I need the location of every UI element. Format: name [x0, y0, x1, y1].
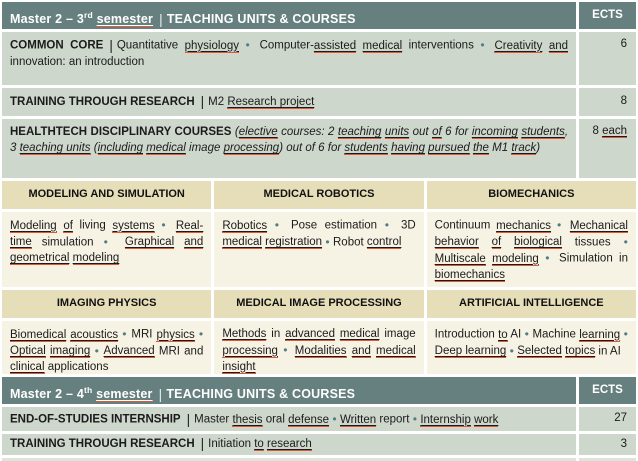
- bullet-icon: ●: [198, 329, 204, 338]
- bullet-icon: ●: [556, 220, 564, 229]
- bullet-icon: ●: [623, 329, 628, 338]
- text-segment: in AI: [595, 345, 621, 357]
- text-segment: systems: [112, 219, 155, 232]
- header-imaging-physics: IMAGING PHYSICS: [2, 290, 211, 318]
- text-segment: Written: [339, 413, 377, 426]
- separator-bar: |: [158, 387, 163, 402]
- text-segment: the: [472, 142, 489, 154]
- healthtech-courses-row: [2, 119, 636, 178]
- training-research-s4-ects: 3: [579, 434, 636, 455]
- text-segment: incoming: [471, 126, 518, 138]
- text-segment: units: [384, 126, 410, 138]
- text-segment: image: [185, 142, 224, 154]
- common-core-row: [2, 32, 636, 85]
- text-segment: Continuum: [434, 219, 497, 232]
- text-segment: each: [602, 125, 627, 137]
- bullet-icon: ●: [412, 414, 418, 423]
- separator-bar: |: [159, 12, 163, 27]
- text-segment: Machine: [529, 328, 580, 341]
- text-segment: processing: [223, 142, 280, 154]
- text-segment: medical: [146, 142, 186, 154]
- courses-imaging-physics: [2, 321, 211, 374]
- separator-bar: |: [200, 94, 205, 109]
- text-segment: [169, 220, 176, 232]
- text-segment: TRAINING THROUGH RESEARCH: [10, 96, 195, 108]
- text-segment: ): [536, 142, 541, 154]
- text-segment: and: [184, 236, 204, 248]
- text-segment: including: [97, 142, 143, 154]
- text-segment: Real-time: [10, 219, 204, 248]
- bullet-icon: ●: [274, 220, 284, 229]
- text-segment: END-OF-STUDIES INTERNSHIP: [10, 413, 181, 426]
- bullet-icon: ●: [509, 345, 514, 355]
- text-segment: pursued: [428, 142, 470, 154]
- separator-bar: |: [186, 411, 191, 427]
- text-segment: to: [498, 328, 508, 341]
- text-segment: biological: [514, 236, 562, 248]
- text-segment: Creativity: [494, 39, 543, 52]
- text-segment: (: [90, 142, 98, 154]
- bullet-icon: ●: [245, 40, 254, 49]
- text-segment: 8: [592, 125, 603, 137]
- text-segment: Optical: [10, 345, 46, 357]
- courses-medical-robotics: [214, 212, 423, 287]
- text-segment: Master 2 – 4: [10, 387, 84, 401]
- text-segment: Advanced: [103, 345, 155, 357]
- text-segment: Internship: [420, 413, 471, 426]
- text-segment: medical: [376, 344, 416, 357]
- text-segment: [347, 345, 352, 357]
- elective-group1-header-row: [2, 181, 636, 209]
- text-segment: topics: [565, 345, 596, 357]
- bullet-icon: ●: [384, 220, 394, 229]
- header-artificial-intelligence: ARTIFICIAL INTELLIGENCE: [427, 290, 636, 318]
- text-segment: geometrical: [10, 252, 70, 264]
- text-segment: modeling: [72, 252, 120, 264]
- text-segment: in: [266, 328, 286, 340]
- text-segment: Selected: [517, 345, 562, 357]
- text-segment: 3D: [393, 219, 416, 232]
- text-segment: M2: [208, 96, 228, 108]
- text-segment: modeling: [492, 252, 539, 265]
- courses-biomechanics: [427, 212, 636, 287]
- text-segment: [115, 236, 125, 248]
- text-segment: track: [511, 142, 537, 154]
- text-segment: [100, 345, 104, 357]
- text-segment: oral: [262, 413, 289, 426]
- text-segment: Master 2 – 3: [10, 12, 84, 26]
- text-segment: medical: [222, 236, 262, 248]
- text-segment: Quantitative: [116, 39, 185, 52]
- text-segment: semester: [96, 12, 154, 26]
- text-segment: Research project: [227, 96, 315, 108]
- text-segment: (: [231, 126, 239, 138]
- header-modeling-and-simulation: MODELING AND SIMULATION: [2, 181, 211, 209]
- bullet-icon: ●: [545, 253, 553, 262]
- text-segment: [356, 40, 362, 52]
- text-segment: and: [548, 39, 569, 52]
- text-segment: [174, 236, 184, 248]
- training-research-s3-ects: 8: [579, 88, 636, 116]
- common-core-ects: 6: [579, 32, 636, 85]
- text-segment: Initiation: [208, 438, 255, 450]
- text-segment: [501, 236, 514, 248]
- header-medical-robotics: MEDICAL ROBOTICS: [214, 181, 423, 209]
- text-segment: imaging: [49, 345, 91, 357]
- text-segment: Modeling: [10, 219, 57, 232]
- bullet-icon: ●: [623, 236, 628, 246]
- common-core-cell: [2, 32, 576, 85]
- text-segment: Multiscale: [434, 252, 486, 265]
- text-segment: th: [83, 385, 93, 395]
- text-segment: AI: [507, 328, 525, 341]
- header-medical-image-processing: MEDICAL IMAGE PROCESSING: [214, 290, 423, 318]
- text-segment: advanced: [285, 328, 335, 340]
- internship-cell: [2, 407, 576, 431]
- internship-ects: 27: [579, 407, 636, 431]
- text-segment: mechanics: [496, 219, 552, 232]
- text-segment: Simulation in: [552, 252, 628, 265]
- text-segment: image: [379, 328, 416, 340]
- training-research-s4-cell: [2, 434, 576, 455]
- text-segment: 6 for: [441, 126, 472, 138]
- courses-medical-image-processing: [214, 321, 423, 374]
- text-segment: MRI: [127, 328, 157, 341]
- training-research-s3-cell: [2, 88, 576, 116]
- text-segment: Master: [194, 413, 233, 426]
- text-segment: insight: [222, 360, 256, 373]
- text-segment: interventions: [402, 39, 481, 52]
- text-segment: assisted: [313, 39, 357, 52]
- text-segment: physiology: [184, 39, 239, 52]
- text-segment: defense: [288, 413, 330, 426]
- text-segment: medical: [339, 328, 380, 340]
- text-segment: ) out of 6 for: [279, 142, 345, 154]
- text-segment: Robotics: [222, 219, 268, 232]
- text-segment: courses: 2: [277, 126, 338, 138]
- training-research-s3-row: [2, 88, 636, 116]
- bullet-icon: ●: [332, 414, 337, 423]
- text-segment: medical: [362, 39, 403, 52]
- text-segment: COMMON CORE: [10, 39, 104, 52]
- text-segment: control: [366, 236, 402, 248]
- text-segment: TEACHING UNITS & COURSES: [166, 12, 356, 26]
- text-segment: teaching units: [19, 142, 91, 154]
- text-segment: of: [63, 219, 73, 232]
- text-segment: students: [344, 142, 388, 154]
- internship-row: [2, 407, 636, 431]
- text-segment: Graphical: [124, 236, 175, 248]
- bullet-icon: ●: [94, 345, 100, 355]
- text-segment: research: [266, 438, 312, 450]
- text-segment: report: [376, 413, 413, 426]
- text-segment: Biomedical: [10, 328, 67, 341]
- text-segment: innovation: an introduction: [10, 55, 145, 68]
- text-segment: of: [491, 236, 502, 248]
- separator-bar: |: [200, 436, 205, 451]
- text-segment: learning: [579, 328, 621, 341]
- bullet-icon: ●: [103, 236, 115, 246]
- text-segment: to: [254, 438, 264, 450]
- semester4-ects-header: ECTS: [579, 377, 636, 404]
- healthtech-courses-ects: [579, 119, 636, 178]
- text-segment: Computer-: [253, 39, 314, 52]
- text-segment: simulation: [31, 236, 104, 248]
- text-segment: out: [409, 126, 433, 138]
- semester3-ects-header: ECTS: [579, 2, 636, 29]
- bullet-icon: ●: [161, 220, 170, 229]
- text-segment: Deep learning: [434, 345, 507, 357]
- header-biomechanics: BIOMECHANICS: [427, 181, 636, 209]
- text-segment: Robot: [329, 236, 367, 248]
- text-segment: Methods: [222, 328, 267, 340]
- text-segment: registration: [265, 236, 323, 248]
- separator-bar: |: [109, 37, 113, 53]
- text-segment: MRI and: [154, 345, 204, 357]
- text-segment: rd: [83, 10, 93, 20]
- bullet-icon: ●: [524, 329, 530, 338]
- text-segment: Mechanical: [569, 219, 628, 232]
- text-segment: [479, 236, 492, 248]
- text-segment: TRAINING THROUGH RESEARCH: [10, 438, 195, 450]
- text-segment: having: [391, 142, 425, 154]
- text-segment: applications: [44, 361, 109, 373]
- elective-group2-header-row: [2, 290, 636, 318]
- text-segment: biomechanics: [434, 268, 505, 281]
- semester3-header-row: [2, 2, 636, 29]
- text-segment: elective: [238, 126, 278, 138]
- text-segment: Introduction: [434, 328, 499, 341]
- text-segment: , 3: [10, 126, 569, 154]
- text-segment: processing: [222, 344, 278, 357]
- text-segment: teaching: [337, 126, 382, 138]
- semester4-title: [2, 377, 576, 404]
- text-segment: and: [351, 344, 371, 357]
- text-segment: [564, 220, 570, 232]
- text-segment: acoustics: [70, 328, 119, 341]
- text-segment: living: [72, 219, 113, 232]
- elective-group2-courses-row: [2, 321, 636, 374]
- bullet-icon: ●: [283, 345, 290, 354]
- text-segment: M1: [488, 142, 512, 154]
- courses-artificial-intelligence: [427, 321, 636, 374]
- text-segment: thesis: [232, 413, 263, 426]
- text-segment: [290, 345, 295, 357]
- text-segment: students: [521, 126, 565, 138]
- text-segment: tissues: [561, 236, 624, 248]
- text-segment: semester: [96, 387, 153, 401]
- elective-group1-courses-row: [2, 212, 636, 287]
- text-segment: physics: [156, 328, 195, 341]
- text-segment: Pose estimation: [283, 219, 385, 232]
- courses-modeling-and-simulation: [2, 212, 211, 287]
- text-segment: TEACHING UNITS & COURSES: [166, 387, 356, 401]
- semester3-title: [2, 2, 576, 29]
- bullet-icon: ●: [325, 236, 330, 246]
- semester4-header-row: [2, 377, 636, 404]
- text-segment: [542, 40, 548, 52]
- text-segment: behavior: [434, 236, 479, 248]
- bullet-icon: ●: [480, 40, 489, 49]
- text-segment: [267, 220, 275, 232]
- text-segment: Modalities: [294, 344, 347, 357]
- text-segment: clinical: [10, 361, 45, 373]
- text-segment: HEALTHTECH DISCIPLINARY COURSES: [10, 126, 232, 138]
- training-research-s4-row: [2, 434, 636, 455]
- bullet-icon: ●: [122, 329, 128, 338]
- text-segment: work: [474, 413, 499, 426]
- healthtech-courses-cell: [2, 119, 576, 178]
- text-segment: of: [432, 126, 442, 138]
